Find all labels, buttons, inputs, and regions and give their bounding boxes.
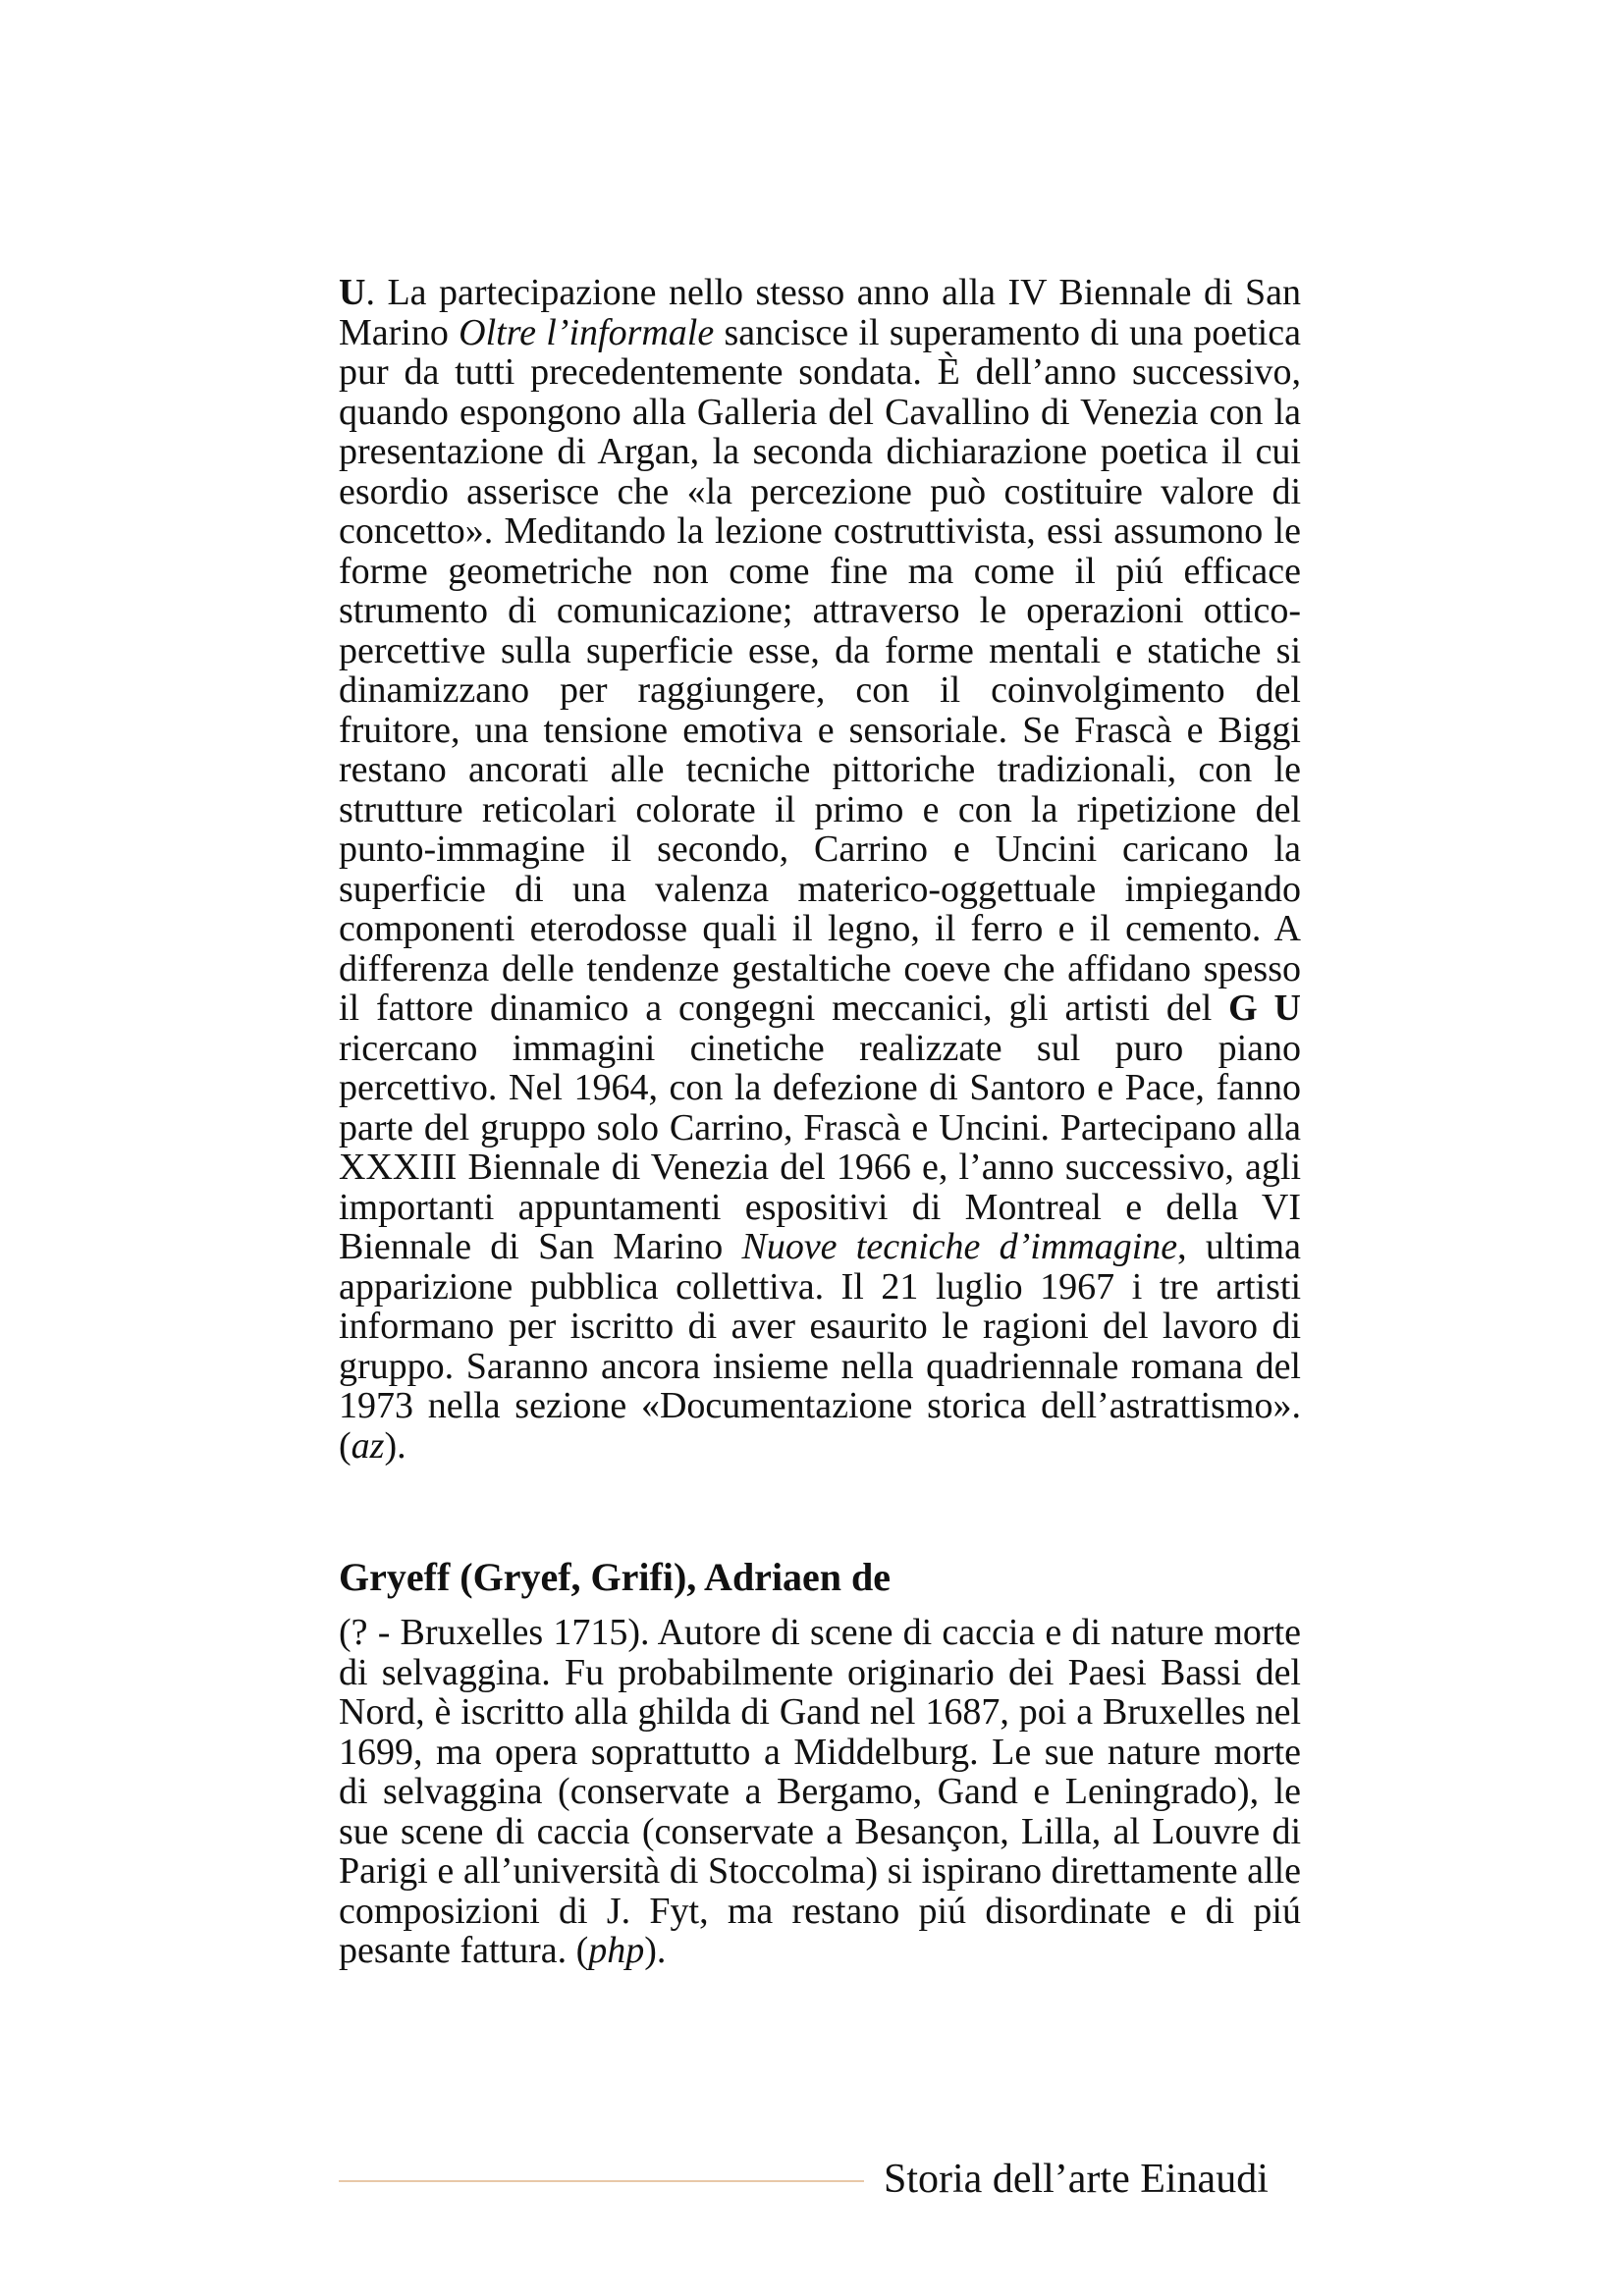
author-initials: php bbox=[588, 1930, 645, 1971]
continued-entry-paragraph: U. La partecipazione nello stesso anno alla IV Biennale di San Marino Oltre l’informale sancisce il superamento di una poetica pur da tutti precedentemente sondata. È dell’anno successivo, quando espongono alla Galleria del Cavallino di Venezia con la presentazione di Argan, la seconda dichiarazione poetica il cui esordio asserisce che «la percezione può costituire valore di concetto». Meditando la lezione costruttivista, essi assumono le forme geometriche non come fine ma come il piú efficace strumento di comunicazione; attraverso le operazioni ottico-percettive sulla superficie esse, da forme mentali e statiche si dinamizzano per raggiungere, con il coinvolgimento del fruitore, una tensione emotiva e sensoriale. Se Frascà e Biggi restano ancorati alle tecniche pittoriche tradizionali, con le strutture reticolari colorate il primo e con la ripetizione del punto-immagine il secondo, Carrino e Uncini caricano la superficie di una valenza materico-oggettuale impiegando componenti eterodosse quali il legno, il ferro e il cemento. A differenza delle tendenze gestaltiche coeve che affidano spesso il fattore dinamico a congegni meccanici, gli artisti del G U ricercano immagini cinetiche realizzate sul puro piano percettivo. Nel 1964, con la defezione di Santoro e Pace, fanno parte del gruppo solo Carrino, Frascà e Uncini. Partecipano alla XXXIII Biennale di Venezia del 1966 e, l’anno successivo, agli importanti appuntamenti espositivi di Montreal e della VI Biennale di San Marino Nuove tecniche d’immagine, ultima apparizione pubblica collettiva. Il 21 luglio 1967 i tre artisti informano per iscritto di aver esaurito le ragioni del lavoro di gruppo. Saranno ancora insieme nella quadriennale romana del 1973 nella sezione «Documentazione storica dell’astrattismo». (az). bbox=[339, 272, 1301, 1467]
entry-body: (? - Bruxelles 1715). Autore di scene di caccia e di nature morte di selvaggina. Fu probabilmente originario dei Paesi Bassi del Nord, è iscritto alla ghilda di Gand nel 1687, poi a Bruxelles nel 1699, ma opera soprattutto a Middelburg. Le sue nature morte di selvaggina (conservate a Bergamo, Gand e Leningrado), le sue scene di caccia (conservate a Besançon, Lilla, al Louvre di Parigi e all’università di Stoccolma) si ispirano direttamente alle composizioni di J. Fyt, ma restano piú disordinate e di piú pesante fattura. (php). bbox=[339, 1612, 1301, 1971]
exhibition-title: Nuove tecniche d’immagine bbox=[741, 1226, 1178, 1267]
footer-rule bbox=[339, 2180, 864, 2182]
group-abbreviation: G U bbox=[1228, 988, 1301, 1029]
exhibition-title: Oltre l’informale bbox=[459, 311, 715, 353]
author-initials: az bbox=[351, 1424, 385, 1467]
group-abbreviation: U bbox=[339, 272, 366, 313]
footer-publication-label: Storia dell’arte Einaudi bbox=[884, 2157, 1269, 2202]
entry-title: Gryeff (Gryef, Grifi), Adriaen de bbox=[339, 1555, 892, 1599]
continued-entry-text bbox=[339, 273, 1301, 1466]
